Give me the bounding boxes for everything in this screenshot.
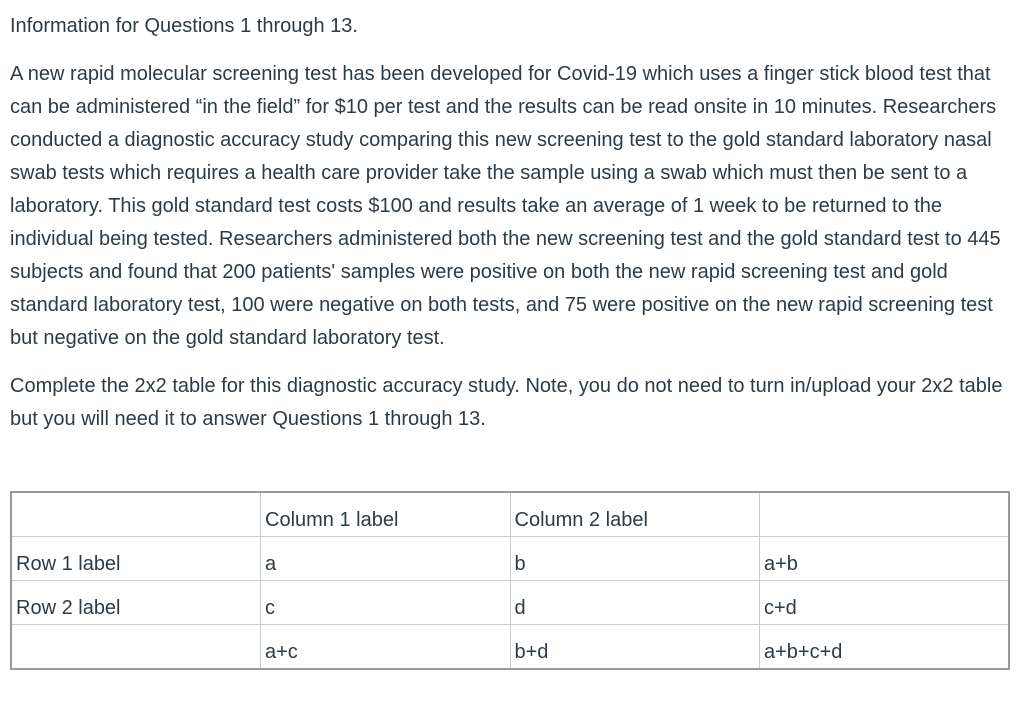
- table-cell: Row 1 label: [11, 537, 261, 581]
- instruction-paragraph: Complete the 2x2 table for this diagnostic accuracy study. Note, you do not need to turn in/upload your 2x2 table but you will need it to answer Questions 1 through 13.: [10, 375, 1003, 430]
- table-cell: c+d: [760, 581, 1010, 625]
- table-cell: Row 2 label: [11, 581, 261, 625]
- table-cell: b: [510, 537, 760, 581]
- table-cell: [11, 492, 261, 537]
- table-cell: c: [261, 581, 511, 625]
- table-cell: Column 1 label: [261, 492, 511, 537]
- table-cell: Column 2 label: [510, 492, 760, 537]
- table-cell: a+c: [261, 625, 511, 670]
- two-by-two-table: [10, 491, 1010, 670]
- table-cell: [760, 492, 1010, 537]
- info-heading: Information for Questions 1 through 13.: [10, 15, 358, 37]
- table-row: [11, 537, 1009, 581]
- table-cell: d: [510, 581, 760, 625]
- scenario-paragraph: A new rapid molecular screening test has been developed for Covid-19 which uses a finger stick blood test that can be administered “in the field” for $10 per test and the results can be read onsite in 10 minutes. Researchers conducted a diagnostic accuracy study comparing this new screening test to the gold standard laboratory nasal swab tests which requires a health care provider take the sample using a swab which must then be sent to a laboratory. This gold standard test costs $100 and results take an average of 1 week to be returned to the individual being tested. Researchers administered both the new screening test and the gold standard test to 445 subjects and found that 200 patients' samples were positive on both the new rapid screening test and gold standard laboratory test, 100 were negative on both tests, and 75 were positive on the new rapid screening test but negative on the gold standard laboratory test.: [10, 63, 1001, 349]
- table-row: [11, 625, 1009, 670]
- table-cell: [11, 625, 261, 670]
- table-row: [11, 581, 1009, 625]
- table-cell: b+d: [510, 625, 760, 670]
- table-cell: a+b+c+d: [760, 625, 1010, 670]
- table-cell: a+b: [760, 537, 1010, 581]
- table-cell: a: [261, 537, 511, 581]
- document-body: [10, 10, 1010, 670]
- table-row: [11, 492, 1009, 537]
